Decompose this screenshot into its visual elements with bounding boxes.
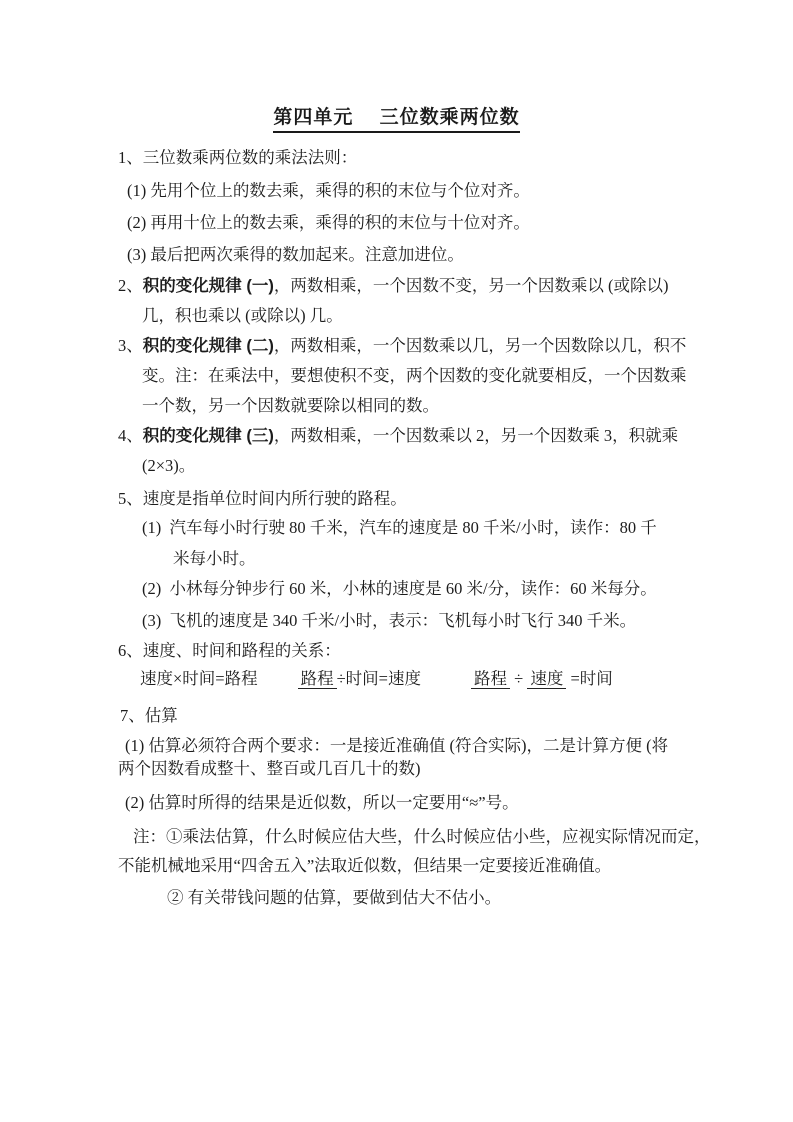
item3-bold-heading: 积的变化规律 (二) [142,337,274,355]
item2-line2: 几，积也乘以 (或除以) 几。 [142,306,343,325]
formula3-underlined-distance: 路程 [471,669,510,689]
item2-line1 [118,275,668,297]
item2-rest: ，两数相乘，一个因数不变，另一个因数乘以 (或除以) [273,276,669,295]
item5-head: 5、速度是指单位时间内所行驶的路程。 [118,489,407,508]
formula3-divide-sign: ÷ [510,669,528,688]
item2-bold-heading: 积的变化规律 (一) [142,277,274,295]
item7-sub1-line2: 两个因数看成整十、整百或几百几十的数) [118,759,421,778]
formula-gap [258,683,298,684]
item3-line2: 变。注：在乘法中，要想使积不变，两个因数的变化就要相反，一个因数乘 [142,366,687,385]
page-title-row [0,102,793,133]
item5-sub1-line1: (1) 汽车每小时行驶 80 千米，汽车的速度是 80 千米/小时，读作：80 千 [142,518,657,537]
item7-head: 7、估算 [120,706,178,725]
item3-line1 [118,335,686,357]
formula3-underlined-speed: 速度 [527,669,566,689]
item2-number: 2、 [118,276,143,295]
item1-sub1: (1) 先用个位上的数去乘，乘得的积的末位与个位对齐。 [127,181,530,200]
formula-speed-time-distance: 速度×时间=路程 [140,669,258,688]
item7-note1-line2: 不能机械地采用“四舍五入”法取近似数，但结果一定要接近准确值。 [118,856,612,875]
item7-note2: ② 有关带钱问题的估算，要做到估大不估小。 [167,888,502,907]
item3-rest: ，两数相乘，一个因数乘以几，另一个因数除以几，积不 [273,336,687,355]
item6-head: 6、速度、时间和路程的关系： [118,641,341,660]
item1-head: 1、三位数乘两位数的乘法法则： [118,148,358,167]
formula2-rest: ÷时间=速度 [336,669,421,688]
item5-sub2: (2) 小林每分钟步行 60 米，小林的速度是 60 米/分，读作：60 米每分。 [142,579,657,598]
item1-sub3: (3) 最后把两次乘得的数加起来。注意加进位。 [127,245,464,264]
formula2-underlined-distance: 路程 [298,669,337,689]
item7-sub1-line1: (1) 估算必须符合两个要求：一是接近准确值 (符合实际)，二是计算方便 (将 [125,736,669,755]
formula3-rest: =时间 [566,669,613,688]
page-title: 第四单元 三位数乘两位数 [273,102,519,133]
item4-number: 4、 [118,426,143,445]
item4-line1 [118,425,678,447]
formula-gap [421,683,471,684]
item4-bold-heading: 积的变化规律 (三) [142,427,274,445]
item5-sub1-line2: 米每小时。 [173,549,256,568]
item4-line2: (2×3)。 [142,456,196,475]
item5-sub3: (3) 飞机的速度是 340 千米/小时，表示：飞机每小时飞行 340 千米。 [142,611,637,630]
item1-sub2: (2) 再用十位上的数去乘，乘得的积的末位与十位对齐。 [127,213,530,232]
speed-formulas [140,668,613,690]
item7-sub2: (2) 估算时所得的结果是近似数，所以一定要用“≈”号。 [125,793,519,812]
item7-note1-line1: 注：①乘法估算，什么时候应估大些，什么时候应估小些，应视实际情况而定， [133,827,711,846]
item3-line3: 一个数，另一个因数就要除以相同的数。 [142,396,439,415]
item3-number: 3、 [118,336,143,355]
item4-rest: ，两数相乘，一个因数乘以 2，另一个因数乘 3，积就乘 [273,426,679,445]
